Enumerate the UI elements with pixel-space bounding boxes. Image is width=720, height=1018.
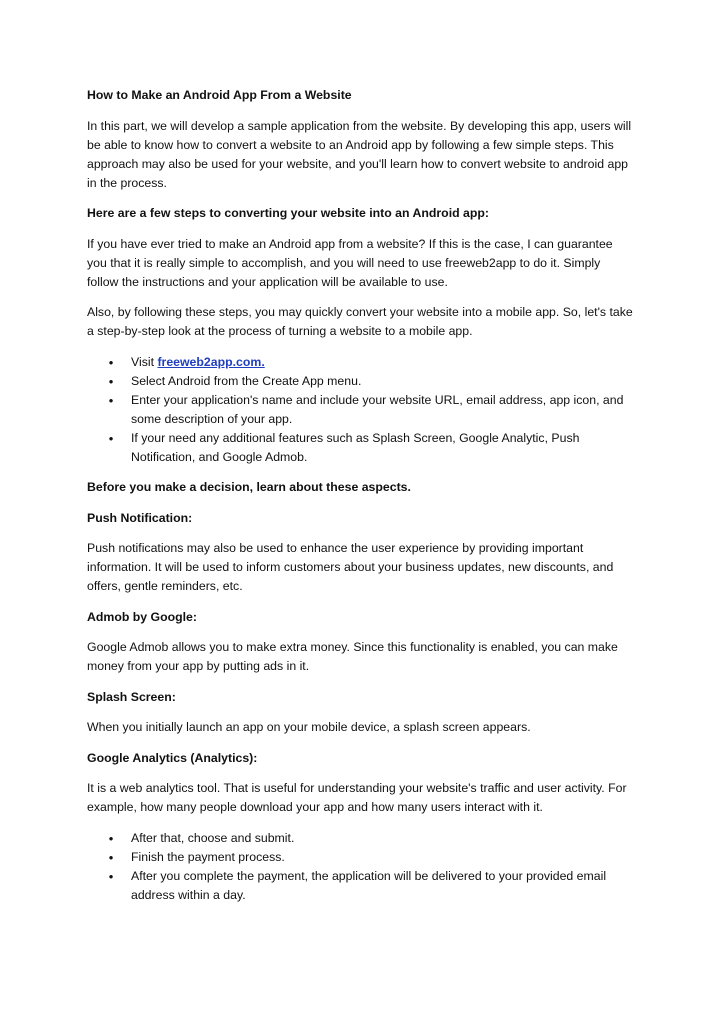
aspects-heading: Before you make a decision, learn about these aspects. — [87, 480, 411, 494]
bullet-icon: • — [108, 430, 114, 446]
bullet-icon: • — [108, 849, 114, 865]
list-item — [87, 848, 635, 867]
steps-list — [87, 353, 635, 467]
steps-heading: Here are a few steps to converting your website into an Android app: — [87, 206, 489, 220]
final-steps-list — [87, 829, 635, 905]
push-notification-heading: Push Notification: — [87, 510, 193, 525]
splash-screen-heading: Splash Screen: — [87, 689, 176, 704]
analytics-heading: Google Analytics (Analytics): — [87, 750, 258, 765]
list-item — [87, 429, 635, 467]
list-item-text: After that, choose and submit. — [131, 830, 295, 845]
document-title: How to Make an Android App From a Website — [87, 88, 352, 102]
bullet-icon: • — [108, 373, 114, 389]
list-item-text: After you complete the payment, the application will be delivered to your provided email address within a day. — [131, 868, 607, 902]
admob-heading: Admob by Google: — [87, 609, 197, 624]
list-item — [87, 829, 635, 848]
list-item — [87, 867, 635, 905]
bullet-icon: • — [108, 830, 114, 846]
steps-paragraph-1: If you have ever tried to make an Android app from a website? If this is the case, I can guarantee you that it is really simple to accomplish, and you will need to use freeweb2app to do it. Simply follow the instructions and your application will be available to use. — [87, 236, 613, 289]
analytics-paragraph: It is a web analytics tool. That is useful for understanding your website's traffic and user activity. For example, how many people download your app and how many users interact with it. — [87, 781, 627, 814]
list-item-text: Finish the payment process. — [131, 849, 285, 864]
splash-screen-paragraph: When you initially launch an app on your mobile device, a splash screen appears. — [87, 720, 531, 734]
list-item — [87, 391, 635, 429]
push-notification-paragraph: Push notifications may also be used to enhance the user experience by providing important information. It will be used to inform customers about your business updates, new discounts, and offers, gentle reminders, etc. — [87, 541, 614, 593]
admob-paragraph: Google Admob allows you to make extra money. Since this functionality is enabled, you can make money from your app by putting ads in it. — [87, 640, 618, 673]
bullet-icon: • — [108, 868, 114, 884]
steps-paragraph-2: Also, by following these steps, you may quickly convert your website into a mobile app. So, let's take a step-by-step look at the process of turning a website to a mobile app. — [87, 305, 633, 338]
list-item — [87, 372, 635, 391]
list-item-text: Select Android from the Create App menu. — [131, 373, 362, 388]
freeweb2app-link[interactable]: freeweb2app.com. — [157, 354, 265, 369]
bullet-icon: • — [108, 354, 114, 370]
bullet-icon: • — [108, 392, 114, 408]
list-item-text: If your need any additional features such as Splash Screen, Google Analytic, Push Notification, and Google Admob. — [131, 430, 580, 464]
list-item-text: Enter your application's name and include your website URL, email address, app icon, and some description of your app. — [131, 392, 624, 426]
list-item — [87, 353, 635, 372]
intro-paragraph: In this part, we will develop a sample application from the website. By developing this app, users will be able to know how to convert a website to an Android app by following a few simple steps. This approach may also be used for your website, and you'll learn how to convert website to android app in the process. — [87, 118, 632, 190]
list-item-text: Visit — [131, 354, 158, 369]
document-page — [87, 86, 635, 916]
